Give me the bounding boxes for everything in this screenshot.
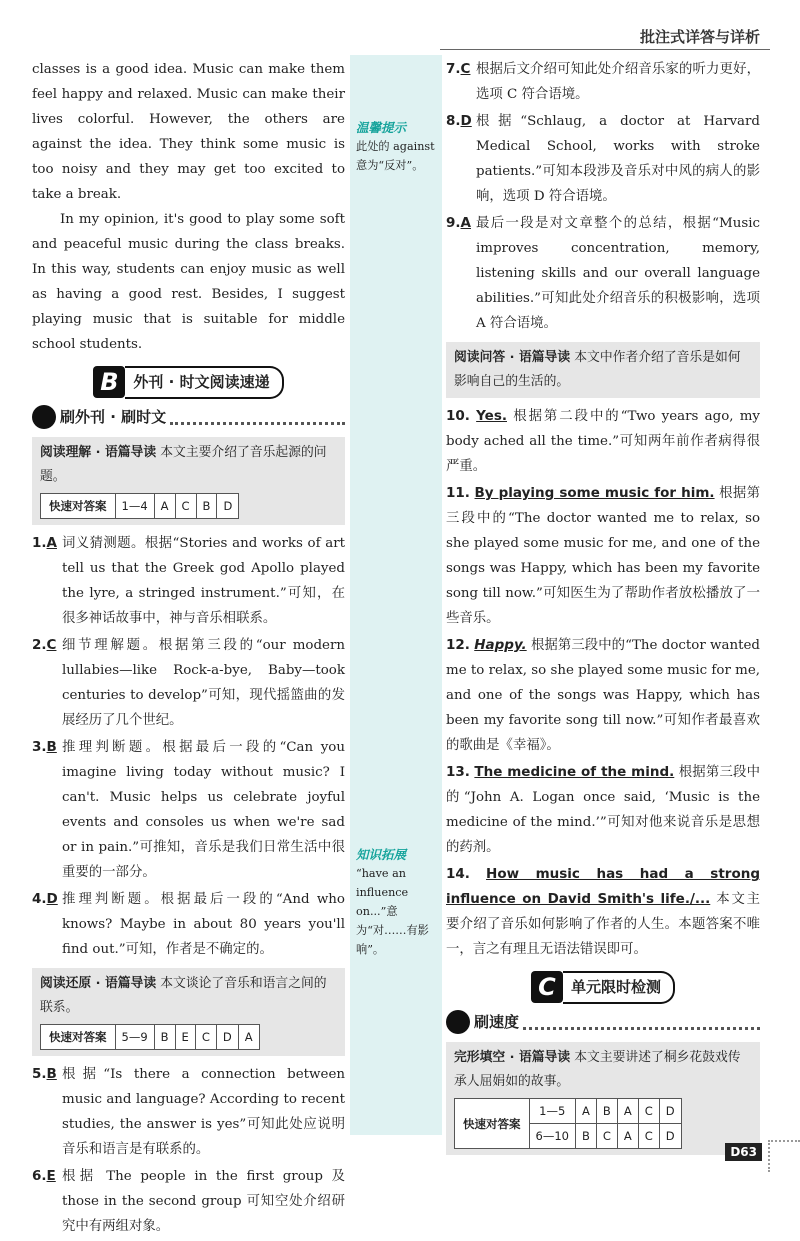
item-text: 最后一段是对文章整个的总结，根据“Music improves concentration, memory, listening skills and our overall language abilities.”可知此处介绍音乐的积极影响，选项 A 符合语境。 (476, 216, 760, 331)
item-number: 3.B (32, 739, 57, 755)
item-number: 13. (446, 764, 470, 780)
guide-label: 阅读问答 · 语篇导读 (454, 350, 571, 365)
section-b-title: 外刊 · 时文阅读速递 (125, 366, 283, 399)
key-label: 快速对答案 (41, 494, 116, 519)
item-number: 8.D (446, 113, 472, 129)
margin-tip-2 (356, 845, 438, 959)
item-text: 根据第三段中的“John A. Logan once said, ‘Music is the medicine of the mind.’”可知对他来说音乐是思想的药剂。 (446, 765, 761, 855)
item-number: 2.C (32, 637, 57, 653)
reading-guide-4 (446, 1042, 760, 1155)
item-number: 4.D (32, 891, 58, 907)
page-corner-decoration (768, 1140, 800, 1172)
key-answer: C (638, 1099, 659, 1124)
key-range: 1—4 (115, 494, 154, 519)
item-text: 根据第三段中的“The doctor wanted me to relax, so she played some music for me, and one of the songs was Happy, which has been my favorite song till now.”可知作者最喜欢的歌曲是《幸福》。 (446, 638, 760, 753)
item-text: 推理判断题。根据最后一段的“Can you imagine living today without music? I can't. Music helps us celebrate joyful events and consoles us when we're sad or in pain.”可推知，音乐是我们日常生活中很重要的一部分。 (62, 740, 345, 880)
key-range: 5—9 (115, 1025, 154, 1050)
passage-paragraph-1: classes is a good idea. Music can make them feel happy and relaxed. Music can make their lives colorful. However, the others are against the idea. They think some music is too noisy and they may get too excited to take a break. (32, 62, 345, 202)
margin-tip-1 (356, 118, 438, 175)
answer-item-6 (32, 1164, 345, 1239)
key-answer: A (238, 1025, 259, 1050)
header-title: 批注式详答与详析 (639, 28, 760, 46)
key-answer: B (196, 494, 217, 519)
key-answer: A (154, 494, 175, 519)
answer-item-11 (446, 481, 760, 631)
key-answer: D (659, 1124, 681, 1149)
margin-note-band (350, 55, 442, 1135)
item-number: 14. (446, 866, 470, 882)
key-answer: D (659, 1099, 681, 1124)
item-number: 6.E (32, 1168, 56, 1184)
section-b-banner (32, 365, 345, 399)
key-answer: A (617, 1099, 638, 1124)
header-rule (440, 49, 770, 50)
key-answer: E (175, 1025, 195, 1050)
item-number: 9.A (446, 215, 471, 231)
item-number: 10. (446, 408, 470, 424)
item-text: 根据“Schlaug, a doctor at Harvard Medical School, works with stroke patients.”可知本段涉及音乐对中风的病人的影响，选项 D 符合语境。 (476, 114, 760, 204)
guide-label: 阅读理解 · 语篇导读 (40, 445, 157, 460)
guide-text: 本文中作者介绍了音乐是如何影响自己的生活的。 (454, 350, 741, 389)
key-label: 快速对答案 (41, 1025, 116, 1050)
dotted-line (170, 410, 345, 425)
guide-label: 完形填空 · 语篇导读 (454, 1050, 571, 1065)
answer-item-7 (446, 57, 760, 107)
item-text: 根据第三段中的“The doctor wanted me to relax, so she played some music for me, and one of the songs was Happy, which has been my favorite song till now.”可知医生为了帮助作者放松播放了一些音乐。 (446, 486, 760, 626)
answer-key-table-2 (40, 1024, 260, 1050)
reading-guide-3 (446, 342, 760, 398)
passage-paragraph-2: In my opinion, it's good to play some soft and peaceful music during the class breaks. In this way, students can enjoy music as well as having a good rest. Besides, I suggest playing music that is suitable for middle school students. (32, 212, 345, 352)
key-answer: D (217, 494, 239, 519)
key-answer: D (216, 1025, 238, 1050)
answer-item-5 (32, 1062, 345, 1162)
section-b-letter: B (93, 366, 125, 398)
item-text: 推理判断题。根据最后一段的“And who knows? Maybe in about 80 years you'll find out.”可知，作者是不确定的。 (62, 892, 345, 957)
key-range: 1—5 (529, 1099, 575, 1124)
key-label: 快速对答案 (455, 1099, 530, 1149)
answer-key-table-3 (454, 1098, 682, 1149)
tip-title: 温馨提示 (356, 120, 407, 135)
item-text: 根据“Is there a connection between music and language? According to recent studies, the answer is yes”可知此处应说明音乐和语言是有联系的。 (62, 1067, 345, 1157)
guide-text: 本文谈论了音乐和语言之间的联系。 (40, 976, 327, 1015)
sub-banner-left-text: 刷外刊 · 刷时文 (60, 407, 167, 426)
answer-item-4 (32, 887, 345, 962)
section-c-banner (446, 970, 760, 1004)
answer-item-13 (446, 760, 760, 860)
section-c-letter: C (531, 971, 563, 1003)
key-answer: C (195, 1025, 216, 1050)
item-number: 5.B (32, 1066, 57, 1082)
answer-item-12 (446, 633, 760, 758)
item-text: 本文主要介绍了音乐如何影响了作者的人生。本题答案不唯一，言之有理且无语法错误即可。 (446, 892, 760, 957)
tip-text: “have an influence on...”意为“对……有影响”。 (356, 867, 429, 956)
item-answer: By playing some music for him. (474, 485, 715, 501)
item-answer: The medicine of the mind. (474, 764, 675, 780)
guide-text: 本文主要讲述了桐乡花鼓戏传承人屈娟如的故事。 (454, 1050, 741, 1089)
item-text: 根据第二段中的“Two years ago, my body ached all the time.”可知两年前作者病得很严重。 (446, 409, 760, 474)
item-text: 细节理解题。根据第三段的“our modern lullabies—like Rock-a-bye, Baby—took centuries to develop”可知，现代摇篮曲的发展经历了几个世纪。 (62, 638, 345, 728)
key-answer: C (175, 494, 196, 519)
sub-banner-left (32, 403, 345, 431)
answer-item-9 (446, 211, 760, 336)
item-number: 11. (446, 485, 470, 501)
dotted-line (523, 1015, 760, 1030)
key-range: 6—10 (529, 1124, 575, 1149)
item-text: 根据后文介绍可知此处介绍音乐家的听力更好，选项 C 符合语境。 (476, 62, 760, 102)
item-number: 7.C (446, 61, 471, 77)
reading-guide-2 (32, 968, 345, 1056)
item-answer: Happy. (474, 637, 527, 653)
answer-item-14 (446, 862, 760, 962)
answer-item-8 (446, 109, 760, 209)
reading-guide-1 (32, 437, 345, 525)
key-answer: A (575, 1099, 596, 1124)
item-number: 1.A (32, 535, 57, 551)
item-text: 根据 The people in the first group 及 those in the second group 可知空处介绍研究中有两组对象。 (62, 1169, 345, 1234)
sub-banner-right-text: 刷速度 (474, 1012, 520, 1031)
key-answer: A (617, 1124, 638, 1149)
key-answer: C (596, 1124, 617, 1149)
answer-item-10 (446, 404, 760, 479)
answer-item-3 (32, 735, 345, 885)
key-answer: B (575, 1124, 596, 1149)
record-icon (446, 1010, 470, 1034)
guide-label: 阅读还原 · 语篇导读 (40, 976, 157, 991)
item-answer: Yes. (476, 408, 507, 424)
item-answer: How music has had a strong influence on David Smith's life./... (446, 866, 760, 907)
tip-text: 此处的 against 意为“反对”。 (356, 140, 435, 172)
sub-banner-right (446, 1008, 760, 1036)
item-text: 词义猜测题。根据“Stories and works of art tell us that the Greek god Apollo played the lyre, a stringed instrument.”可知，在很多神话故事中，神与音乐相联系。 (62, 536, 345, 626)
answer-item-1 (32, 531, 345, 631)
right-column (446, 57, 760, 1161)
key-answer: C (638, 1124, 659, 1149)
key-answer: B (596, 1099, 617, 1124)
item-number: 12. (446, 637, 470, 653)
key-answer: B (154, 1025, 175, 1050)
answer-item-2 (32, 633, 345, 733)
guide-text: 本文主要介绍了音乐起源的问题。 (40, 445, 327, 484)
answer-key-table-1 (40, 493, 239, 519)
section-c-title: 单元限时检测 (563, 971, 675, 1004)
record-icon (32, 405, 56, 429)
tip-title: 知识拓展 (356, 847, 407, 862)
page-number: D63 (725, 1143, 762, 1161)
left-column (32, 57, 345, 1241)
